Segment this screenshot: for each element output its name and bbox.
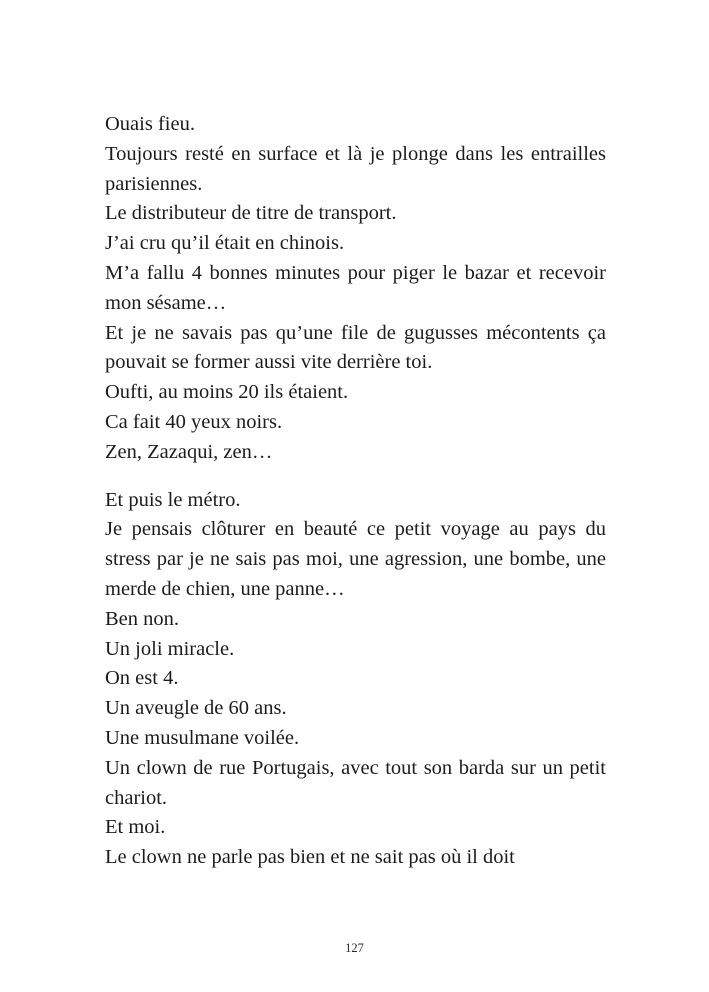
- paragraph: Oufti, au moins 20 ils étaient.: [105, 381, 349, 404]
- paragraph: J’ai cru qu’il était en chinois.: [105, 232, 345, 255]
- paragraph: Un aveugle de 60 ans.: [105, 697, 287, 720]
- paragraph: M’a fallu 4 bonnes minutes pour piger le bazar et recevoir mon sésame…: [105, 261, 606, 314]
- paragraph: Toujours resté en surface et là je plonge dans les entrailles parisiennes.: [105, 142, 606, 195]
- paragraph: Un clown de rue Portugais, avec tout son barda sur un petit chariot.: [105, 756, 606, 809]
- section: [105, 486, 606, 873]
- page-number: 127: [345, 941, 364, 955]
- paragraph: Le clown ne parle pas bien et ne sait pas où il doit: [105, 846, 515, 869]
- paragraph: Ben non.: [105, 607, 180, 630]
- text-block: [105, 110, 606, 873]
- paragraph: Et je ne savais pas qu’une file de gugusses mécontents ça pouvait se former aussi vite derrière toi.: [105, 321, 606, 374]
- section: [105, 110, 606, 468]
- paragraph: Une musulmane voilée.: [105, 726, 300, 749]
- paragraph: Un joli miracle.: [105, 637, 235, 660]
- paragraph: Ca fait 40 yeux noirs.: [105, 410, 283, 433]
- paragraph: Zen, Zazaqui, zen…: [105, 440, 273, 463]
- paragraph: Le distributeur de titre de transport.: [105, 202, 397, 225]
- paragraph: On est 4.: [105, 667, 179, 690]
- paragraph: Je pensais clôturer en beauté ce petit voyage au pays du stress par je ne sais pas moi, une agression, une bombe, une merde de chien, une panne…: [105, 518, 606, 600]
- paragraph: Ouais fieu.: [105, 113, 195, 135]
- paragraph: Et moi.: [105, 816, 166, 839]
- paragraph: Et puis le métro.: [105, 488, 241, 511]
